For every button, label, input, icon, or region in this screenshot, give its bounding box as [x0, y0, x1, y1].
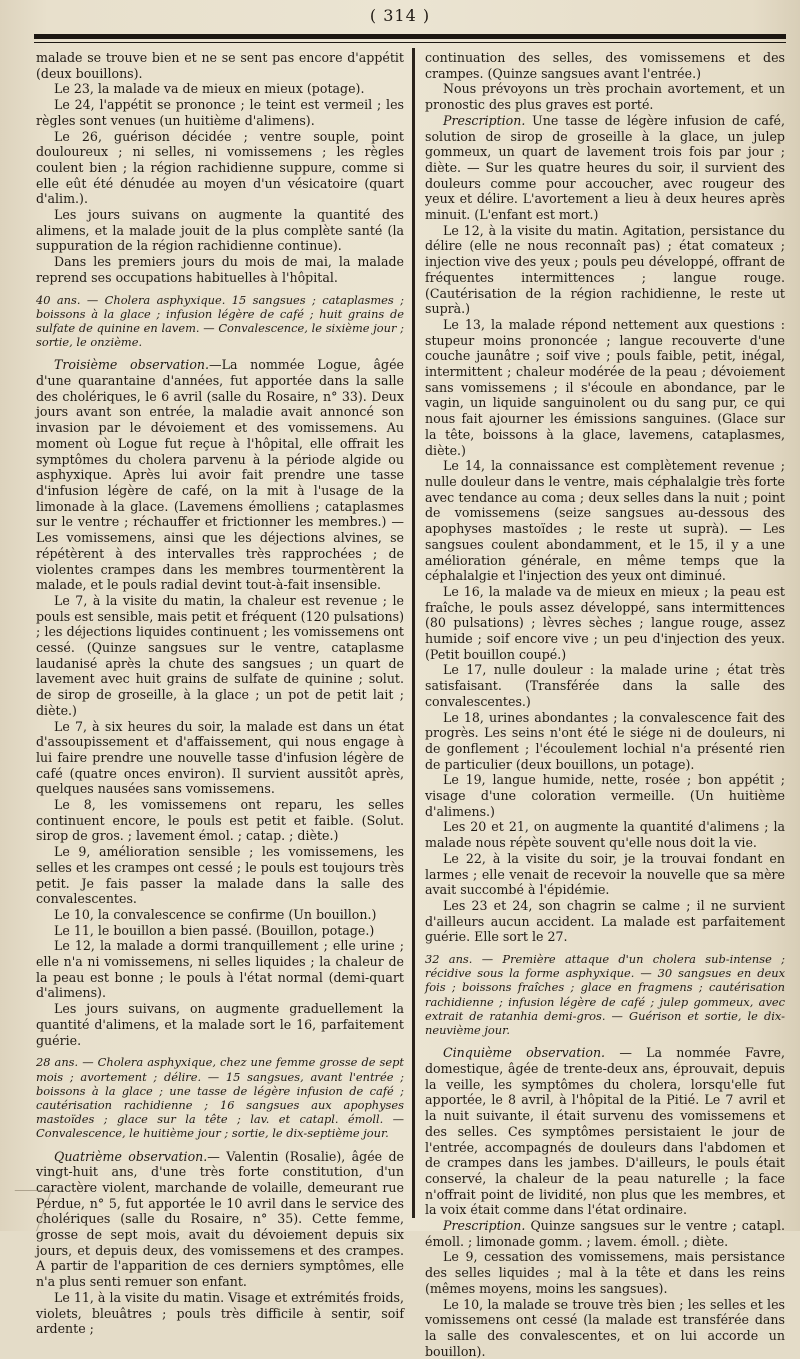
paragraph: Le 23, la malade va de mieux en mieux (potage).	[54, 81, 365, 97]
case-summary: 28 ans. — Cholera asphyxique, chez une femme grosse de sept mois ; avortement ; délire. — 15 sangsues, avant l'entrée ; boissons à la glace ; une tasse de légère infusion de café ; cautérisation rachidienne ; 16 sangsues aux apophyses mastoïdes ; glace sur la tête ; lav. et catapl. émoll. — Convalescence, le huitième jour ; sortie, le dix-septième jour.	[36, 1055, 404, 1141]
paragraph: Les 23 et 24, son chagrin se calme ; il ne survient d'ailleurs aucun accident. La malade est parfaitement guérie. Elle sort le 27.	[425, 897, 785, 945]
observation-paragraph	[36, 357, 404, 593]
paragraph: continuation des selles, des vomissemens et des crampes. (Quinze sangsues avant l'entrée.)	[425, 50, 785, 81]
paragraph: Le 9, cessation des vomissemens, mais persistance des selles liquides ; mal à la tête et dans les reins (mêmes moyens, moins les sangsues).	[425, 1249, 785, 1296]
prescription-title: Prescription.	[443, 1218, 526, 1234]
observation-text: — Valentin (Rosalie), âgée de vingt-huit ans, d'une très forte constitution, d'un caractère violent, marchande de volaille, demeurant rue Perdue, n° 5, fut apportée le 10 avril dans le service des cholériques (salle du Rosaire, n° 35). Cette femme, grosse de sept mois, avait du dévoiement depuis six jours, et depuis deux, des vomissemens et des crampes. A partir de l'apparition de ces derniers symptômes, elle n'a plus senti remuer son enfant.	[36, 1148, 404, 1290]
observation-title: Troisième observation.	[54, 357, 210, 373]
observation-title: Cinquième observation.	[443, 1045, 606, 1061]
prescription-paragraph	[425, 1218, 785, 1249]
observation-title: Quatrième observation.	[54, 1148, 208, 1164]
paragraph: Le 17, nulle douleur : la malade urine ; état très satisfaisant. (Transférée dans la salle des convalescentes.)	[425, 662, 785, 709]
observation-text: —La nommée Logue, âgée d'une quarantaine d'années, fut apportée dans la salle des cholériques, le 6 avril (salle du Rosaire, n° 33). Deux jours avant son entrée, la maladie avait annoncé son invasion par le dévoiement et des vomissemens. Au moment où Logue fut reçue à l'hôpital, elle offrait les symptômes du cholera parvenu à la période algide ou asphyxique. Après lui avoir fait prendre une tasse d'infusion légère de café, on la mit à l'usage de la limonade à la glace. (Lavemens émolliens ; cataplasmes sur le ventre ; réchauffer et frictionner les membres.) — Les vomissemens, ainsi que les déjections alvines, se répétèrent à des intervalles très rapprochées ; de violentes crampes dans les membres tourmentèrent la malade, et le pouls radial devint tout-à-fait insensible.	[36, 357, 404, 593]
paragraph: Les jours suivans, on augmente graduellement la quantité d'alimens, et la malade sort le 16, parfaitement guérie.	[36, 1001, 404, 1048]
paragraph: Le 7, à la visite du matin, la chaleur est revenue ; le pouls est sensible, mais petit et fréquent (120 pulsations) ; les déjections liquides continuent ; les vomissemens ont cessé. (Quinze sangsues sur le ventre, cataplasme laudanisé après la chute des sangsues ; un quart de lavement avec huit grains de sulfate de quinine ; solut. de sirop de groseille, à la glace ; un pot de petit lait ; diète.)	[36, 592, 404, 718]
column-divider	[412, 48, 415, 1218]
observation-paragraph	[36, 1149, 404, 1290]
prescription-paragraph	[425, 113, 785, 223]
paragraph: Le 9, amélioration sensible ; les vomissemens, les selles et les crampes ont cessé ; le pouls est toujours très petit. Je fais passer la malade dans la salle des convalescentes.	[36, 844, 404, 907]
prescription-title: Prescription.	[443, 112, 526, 128]
paragraph: Le 14, la connaissance est complètement revenue ; nulle douleur dans le ventre, mais céphalalgie très forte avec tendance au coma ; deux selles dans la nuit ; point de vomissemens (seize sangsues au-dessous des apophyses mastoïdes ; le reste ut suprà). — Les sangsues coulent abondamment, et le 15, il y a une amélioration générale, en même temps que la céphalalgie et l'injection des yeux ont diminué.	[425, 458, 785, 584]
paragraph: Le 16, la malade va de mieux en mieux ; la peau est fraîche, le pouls assez développé, sans intermittences (80 pulsations) ; lèvres sèches ; langue rouge, assez humide ; soif encore vive ; un peu d'injection des yeux. (Petit bouillon coupé.)	[425, 583, 785, 662]
paragraph: Le 7, à six heures du soir, la malade est dans un état d'assoupissement et d'affaissement, qui nous engage à lui faire prendre une nouvelle tasse d'infusion légère de café (quatre onces environ). Il survient aussitôt après, quelques nausées sans vomissemens.	[36, 718, 404, 797]
prescription-text: Quinze sangsues sur le ventre ; catapl. émoll. ; limonade gomm. ; lavem. émoll. ; diète.	[425, 1218, 785, 1249]
header-rule-thin	[34, 42, 786, 43]
left-column	[36, 50, 404, 1337]
right-column	[425, 50, 785, 1359]
paragraph: Les 20 et 21, on augmente la quantité d'alimens ; la malade nous répète souvent qu'elle nous doit la vie.	[425, 819, 785, 851]
paragraph: Le 10, la malade se trouve très bien ; les selles et les vomissemens ont cessé (la malade est transférée dans la salle des convalescentes, et on lui accorde un bouillon).	[425, 1296, 785, 1359]
paragraph: Le 26, guérison décidée ; ventre souple, point douloureux ; ni selles, ni vomissemens ; les règles coulent bien ; la région rachidienne suppure, comme si elle eût été dénudée au moyen d'un vésicatoire (quart d'alim.).	[36, 128, 404, 207]
paragraph: Nous prévoyons un très prochain avortement, et un pronostic des plus graves est porté.	[425, 81, 785, 113]
prescription-text: Une tasse de légère infusion de café, solution de sirop de groseille à la glace, un julep gommeux, un quart de lavement trois fois par jour ; diète. — Sur les quatre heures du soir, il survient des douleurs comme pour accoucher, avec rougeur des yeux et délire. L'avortement a lieu à deux heures après minuit. (L'enfant est mort.)	[425, 112, 785, 223]
paragraph: Le 8, les vomissemens ont reparu, les selles continuent encore, le pouls est petit et faible. (Solut. sirop de gros. ; lavement émol. ; catap. ; diète.)	[36, 797, 404, 844]
observation-paragraph	[425, 1045, 785, 1218]
paragraph: Le 24, l'appétit se prononce ; le teint est vermeil ; les règles sont venues (un huitième d'alimens).	[36, 97, 404, 128]
paragraph: Le 13, la malade répond nettement aux questions : stupeur moins prononcée ; langue recouverte d'une couche jaunâtre ; soif vive ; pouls faible, petit, inégal, intermittent ; chaleur modérée de la peau ; dévoiement sans vomissemens ; il s'écoule en abondance, par le vagin, un liquide sanguinolent ou du sang pur, ce qui nous fait ajourner les émissions sanguines. (Glace sur la tête, boissons à la glace, lavemens, cataplasmes, diète.)	[425, 316, 785, 458]
observation-text: — La nommée Favre, domestique, âgée de trente-deux ans, éprouvait, depuis la veille, les symptômes du cholera, lorsqu'elle fut apportée, le 8 avril, à l'hôpital de la Pitié. Le 7 avril et la nuit suivante, il était survenu des vomissemens et des selles. Ces symptômes persistaient le jour de l'entrée, accompagnés de douleurs dans l'abdomen et de crampes dans les jambes. D'ailleurs, le pouls était conservé, la chaleur de la peau naturelle ; la face n'offrait point de lividité, non plus que les membres, et la voix était comme dans l'état ordinaire.	[425, 1045, 785, 1218]
paragraph: Le 22, à la visite du soir, je la trouvai fondant en larmes ; elle venait de recevoir la nouvelle que sa mère avait succombé à l'épidémie.	[425, 850, 785, 898]
paragraph: Dans les premiers jours du mois de mai, la malade reprend ses occupations habituelles à l'hôpital.	[36, 254, 404, 285]
header-rule	[34, 34, 786, 39]
paragraph: Les jours suivans on augmente la quantité des alimens, et la malade jouit de la plus complète santé (la suppuration de la région rachidienne continue).	[36, 207, 404, 254]
paragraph: Le 10, la convalescence se confirme (Un bouillon.)	[54, 906, 377, 922]
paragraph: malade se trouve bien et ne se sent pas encore d'appétit (deux bouillons).	[36, 50, 404, 81]
case-summary: 40 ans. — Cholera asphyxique. 15 sangsues ; cataplasmes ; boissons à la glace ; infusion légère de café ; huit grains de sulfate de quinine en lavem. — Convalescence, le sixième jour ; sortie, le onzième.	[36, 292, 404, 350]
case-summary: 32 ans. — Première attaque d'un cholera sub-intense ; récidive sous la forme asphyxique. — 30 sangsues en deux fois ; boissons fraîches ; glace en fragmens ; cautérisation rachidienne ; infusion légère de café ; julep gommeux, avec extrait de ratanhia demi-gros. — Guérison et sortie, le dix-neuvième jour.	[425, 952, 785, 1038]
paragraph: Le 12, la malade a dormi tranquillement ; elle urine ; elle n'a ni vomissemens, ni selles liquides ; la chaleur de la peau est bonne ; le pouls à l'état normal (demi-quart d'alimens).	[36, 938, 404, 1001]
paragraph: Le 12, à la visite du matin. Agitation, persistance du délire (elle ne nous reconnaît pas) ; état comateux ; injection vive des yeux ; pouls peu développé, offrant de fréquentes intermittences ; langue rouge. (Cautérisation de la région rachidienne, le reste ut suprà.)	[425, 222, 785, 317]
paragraph: Le 18, urines abondantes ; la convalescence fait des progrès. Les seins n'ont été le siége ni de douleurs, ni de gonflement ; l'écoulement lochial n'a présenté rien de particulier (deux bouillons, un potage).	[425, 709, 785, 772]
paragraph: Le 11, le bouillon a bien passé. (Bouillon, potage.)	[54, 922, 375, 938]
paragraph: Le 11, à la visite du matin. Visage et extrémités froids, violets, bleuâtres ; pouls très difficile à sentir, soif ardente ;	[36, 1289, 404, 1337]
paragraph: Le 19, langue humide, nette, rosée ; bon appétit ; visage d'une coloration vermeille. (Un huitième d'alimens.)	[425, 772, 785, 819]
page-number: ( 314 )	[369, 6, 431, 25]
